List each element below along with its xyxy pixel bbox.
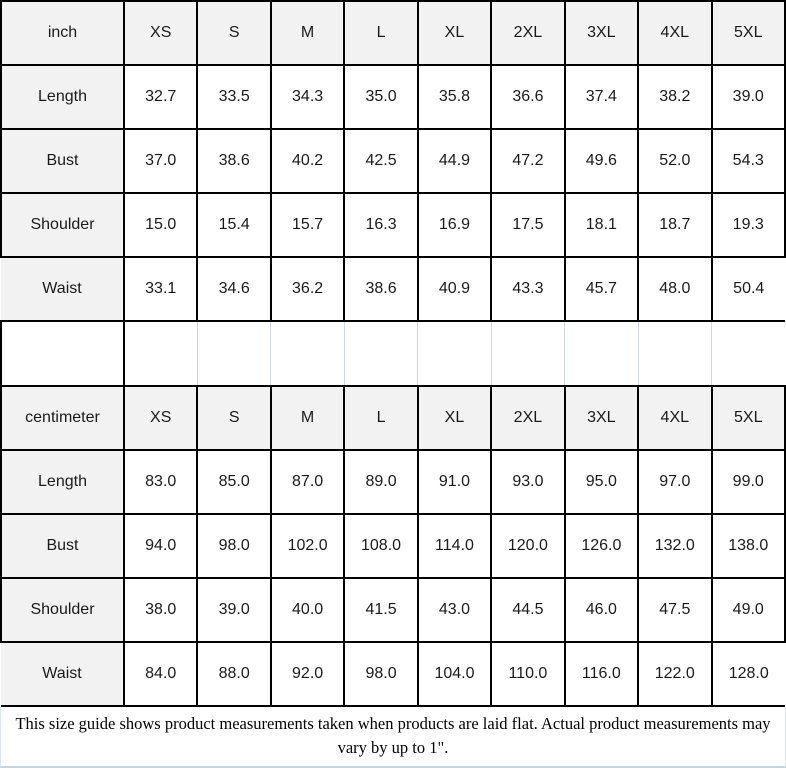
value-cell: 46.0: [565, 578, 638, 642]
spacer-cell: [565, 321, 638, 386]
value-cell: 18.7: [638, 193, 711, 257]
value-cell: 102.0: [271, 514, 344, 578]
size-header-cell: 5XL: [712, 386, 786, 450]
value-cell: 44.5: [491, 578, 564, 642]
value-cell: 37.0: [124, 129, 197, 193]
value-cell: 98.0: [197, 514, 270, 578]
value-cell: 122.0: [638, 642, 711, 706]
value-cell: 95.0: [565, 450, 638, 514]
value-cell: 110.0: [491, 642, 564, 706]
spacer-cell: [712, 321, 786, 386]
value-cell: 38.6: [344, 257, 417, 321]
value-cell: 16.3: [344, 193, 417, 257]
value-cell: 48.0: [638, 257, 711, 321]
row-label-cell: Length: [1, 65, 124, 129]
spacer-cell: [344, 321, 417, 386]
value-cell: 38.6: [197, 129, 270, 193]
value-cell: 104.0: [418, 642, 491, 706]
row-label-cell: Bust: [1, 129, 124, 193]
measurement-row: [1, 642, 785, 706]
unit-header-row: [1, 386, 785, 450]
size-header-cell: S: [197, 386, 270, 450]
value-cell: 47.5: [638, 578, 711, 642]
value-cell: 35.0: [344, 65, 417, 129]
value-cell: 93.0: [491, 450, 564, 514]
size-header-cell: M: [271, 1, 344, 65]
value-cell: 43.0: [418, 578, 491, 642]
measurement-row: [1, 257, 785, 321]
value-cell: 39.0: [197, 578, 270, 642]
value-cell: 52.0: [638, 129, 711, 193]
value-cell: 16.9: [418, 193, 491, 257]
row-label-cell: Length: [1, 450, 124, 514]
size-header-cell: 2XL: [491, 386, 564, 450]
size-header-cell: XS: [124, 1, 197, 65]
size-header-cell: XL: [418, 386, 491, 450]
value-cell: 39.0: [712, 65, 786, 129]
size-table-body: [1, 1, 785, 706]
spacer-cell: [271, 321, 344, 386]
size-header-cell: XS: [124, 386, 197, 450]
value-cell: 47.2: [491, 129, 564, 193]
value-cell: 84.0: [124, 642, 197, 706]
value-cell: 126.0: [565, 514, 638, 578]
value-cell: 116.0: [565, 642, 638, 706]
value-cell: 32.7: [124, 65, 197, 129]
unit-header-cell: inch: [1, 1, 124, 65]
row-label-cell: Shoulder: [1, 578, 124, 642]
row-label-cell: Shoulder: [1, 193, 124, 257]
size-header-cell: 4XL: [638, 1, 711, 65]
value-cell: 44.9: [418, 129, 491, 193]
value-cell: 50.4: [712, 257, 786, 321]
value-cell: 99.0: [712, 450, 786, 514]
value-cell: 36.2: [271, 257, 344, 321]
size-header-cell: XL: [418, 1, 491, 65]
row-label-cell: Waist: [1, 642, 124, 706]
value-cell: 37.4: [565, 65, 638, 129]
value-cell: 15.7: [271, 193, 344, 257]
size-header-cell: 4XL: [638, 386, 711, 450]
value-cell: 35.8: [418, 65, 491, 129]
value-cell: 49.6: [565, 129, 638, 193]
spacer-cell: [638, 321, 711, 386]
value-cell: 18.1: [565, 193, 638, 257]
value-cell: 34.3: [271, 65, 344, 129]
size-header-cell: 2XL: [491, 1, 564, 65]
value-cell: 89.0: [344, 450, 417, 514]
value-cell: 19.3: [712, 193, 786, 257]
value-cell: 91.0: [418, 450, 491, 514]
value-cell: 97.0: [638, 450, 711, 514]
measurement-row: [1, 578, 785, 642]
unit-header-cell: centimeter: [1, 386, 124, 450]
value-cell: 88.0: [197, 642, 270, 706]
spacer-row: [1, 321, 785, 386]
size-header-cell: L: [344, 1, 417, 65]
value-cell: 87.0: [271, 450, 344, 514]
unit-header-row: [1, 1, 785, 65]
measurement-row: [1, 129, 785, 193]
value-cell: 94.0: [124, 514, 197, 578]
value-cell: 33.5: [197, 65, 270, 129]
value-cell: 38.2: [638, 65, 711, 129]
value-cell: 40.2: [271, 129, 344, 193]
value-cell: 85.0: [197, 450, 270, 514]
value-cell: 41.5: [344, 578, 417, 642]
size-header-cell: L: [344, 386, 417, 450]
row-label-cell: Bust: [1, 514, 124, 578]
size-guide-note: This size guide shows product measurements taken when products are laid flat. Actual product measurements may vary by up to 1".: [0, 707, 786, 768]
value-cell: 40.9: [418, 257, 491, 321]
value-cell: 98.0: [344, 642, 417, 706]
value-cell: 15.0: [124, 193, 197, 257]
size-header-cell: 3XL: [565, 1, 638, 65]
measurement-row: [1, 193, 785, 257]
value-cell: 17.5: [491, 193, 564, 257]
size-header-cell: M: [271, 386, 344, 450]
value-cell: 33.1: [124, 257, 197, 321]
spacer-cell: [418, 321, 491, 386]
size-header-cell: 5XL: [712, 1, 786, 65]
value-cell: 34.6: [197, 257, 270, 321]
spacer-cell: [197, 321, 270, 386]
spacer-cell: [124, 321, 197, 386]
value-cell: 40.0: [271, 578, 344, 642]
value-cell: 120.0: [491, 514, 564, 578]
row-label-cell: Waist: [1, 257, 124, 321]
value-cell: 114.0: [418, 514, 491, 578]
size-header-cell: S: [197, 1, 270, 65]
measurement-row: [1, 514, 785, 578]
value-cell: 15.4: [197, 193, 270, 257]
measurement-row: [1, 450, 785, 514]
spacer-cell: [1, 321, 124, 386]
value-cell: 38.0: [124, 578, 197, 642]
value-cell: 49.0: [712, 578, 786, 642]
value-cell: 45.7: [565, 257, 638, 321]
value-cell: 92.0: [271, 642, 344, 706]
value-cell: 54.3: [712, 129, 786, 193]
value-cell: 138.0: [712, 514, 786, 578]
value-cell: 128.0: [712, 642, 786, 706]
value-cell: 108.0: [344, 514, 417, 578]
value-cell: 83.0: [124, 450, 197, 514]
value-cell: 42.5: [344, 129, 417, 193]
size-header-cell: 3XL: [565, 386, 638, 450]
measurement-row: [1, 65, 785, 129]
value-cell: 132.0: [638, 514, 711, 578]
value-cell: 36.6: [491, 65, 564, 129]
value-cell: 43.3: [491, 257, 564, 321]
spacer-cell: [491, 321, 564, 386]
